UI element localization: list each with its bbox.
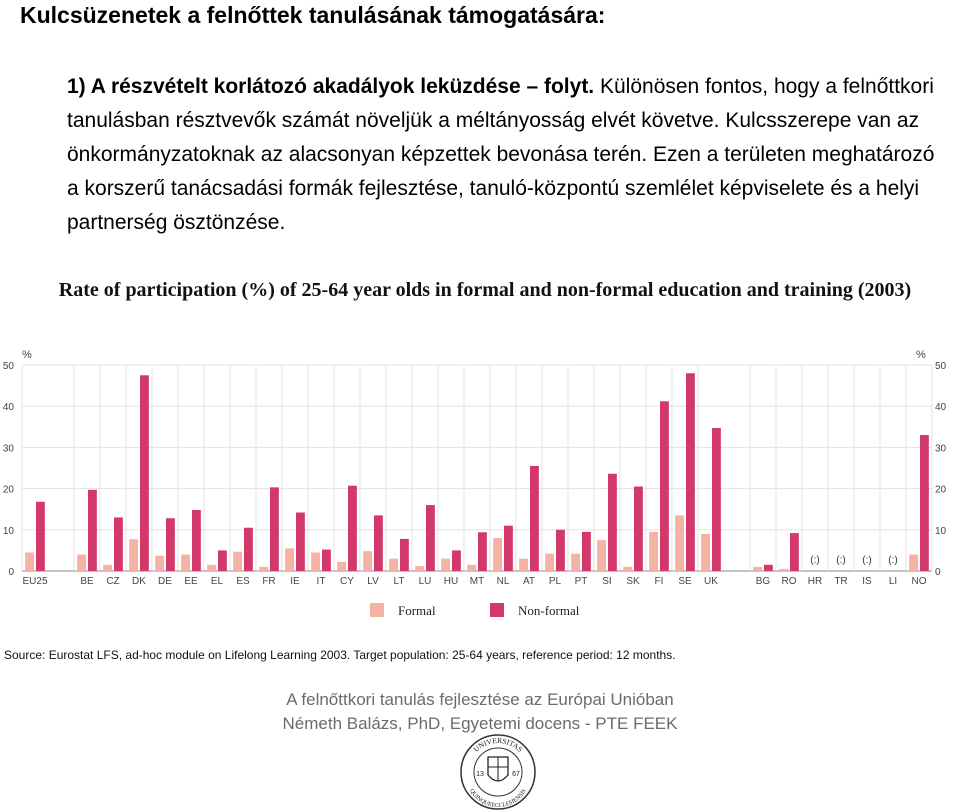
seal-text-bottom: QUINQUEECCLESIENSIS	[468, 788, 528, 810]
bar-non-formal	[140, 375, 149, 571]
y-tick-label-right: 20	[935, 484, 947, 496]
bar-non-formal	[452, 550, 461, 571]
bar-non-formal	[712, 428, 721, 571]
bar-non-formal	[114, 517, 123, 571]
bar-formal	[311, 552, 320, 571]
x-tick-label: ES	[236, 576, 250, 587]
x-tick-label: PT	[574, 576, 588, 587]
x-tick-label: HU	[443, 576, 459, 587]
x-tick-label: LV	[367, 576, 379, 587]
chart-title: Rate of participation (%) of 25-64 year olds in formal and non-formal education and training (2003)	[58, 279, 912, 301]
bar-formal	[909, 555, 918, 571]
key-message-text: Különösen fontos, hogy a felnőttkori tanulásban résztvevők számát növeljük a méltányosság elvét követve. Kulcsszerepe van az önkormányzatoknak az alacsonyan képzettek bevonása terén. Ezen a területen meghatározó a korszerű tanácsadási formák fejlesztése, tanuló-központú szemlélet képviselete és a helyi partnerség ösztönzése.	[67, 75, 935, 234]
y-tick-label-left: 0	[8, 567, 14, 578]
bar-formal	[623, 567, 632, 571]
bar-formal	[77, 555, 86, 571]
bar-non-formal	[504, 526, 513, 571]
bar-formal	[233, 552, 242, 571]
key-message-title: 1) A részvételt korlátozó akadályok leküzdése – folyt.	[67, 75, 595, 98]
x-tick-label: RO	[781, 576, 797, 587]
svg-text:UNIVERSITAS	[472, 736, 525, 754]
x-tick-label: MT	[469, 576, 485, 587]
svg-text:QUINQUEECCLESIENSIS	[468, 788, 528, 809]
bar-non-formal	[270, 487, 279, 571]
bar-non-formal	[244, 528, 253, 571]
x-tick-label: DE	[158, 576, 172, 587]
x-tick-label: CY	[340, 576, 354, 587]
bar-non-formal	[348, 486, 357, 571]
legend-label-formal: Formal	[398, 603, 436, 618]
bar-formal	[571, 554, 580, 571]
bar-non-formal	[530, 466, 539, 571]
source-note: Source: Eurostat LFS, ad-hoc module on Lifelong Learning 2003. Target population: 25-64 years, reference period: 12 months.	[4, 648, 676, 662]
y-axis-unit-right: %	[916, 349, 926, 361]
x-tick-label: IS	[862, 576, 872, 587]
bar-formal	[259, 567, 268, 571]
x-tick-label: LI	[888, 576, 898, 587]
bar-formal	[415, 566, 424, 571]
bar-formal	[155, 556, 164, 571]
x-tick-label: UK	[704, 576, 718, 587]
x-tick-label: CZ	[106, 576, 120, 587]
x-tick-label: NO	[911, 576, 927, 587]
footer-title: A felnőttkori tanulás fejlesztése az Európai Unióban	[286, 690, 674, 709]
bar-non-formal	[478, 532, 487, 571]
x-tick-label: HR	[807, 576, 823, 587]
bar-non-formal	[582, 532, 591, 571]
x-tick-label: SK	[626, 576, 640, 587]
y-tick-label-right: 30	[935, 443, 947, 455]
y-axis-unit-left: %	[22, 349, 32, 361]
missing-value-label: (:)	[862, 555, 872, 566]
bar-non-formal	[608, 474, 617, 571]
legend-swatch-formal	[370, 603, 384, 617]
seal-year-right: 67	[512, 771, 520, 778]
bar-formal	[363, 551, 372, 571]
bar-non-formal	[166, 518, 175, 571]
participation-bar-chart	[0, 340, 960, 640]
y-tick-label-right: 40	[935, 402, 947, 414]
bar-non-formal	[322, 550, 331, 571]
bar-non-formal	[556, 530, 565, 571]
bar-non-formal	[88, 490, 97, 571]
bar-formal	[701, 534, 710, 571]
bar-non-formal	[634, 487, 643, 571]
bar-non-formal	[374, 515, 383, 571]
missing-value-label: (:)	[836, 555, 846, 566]
bar-formal	[519, 559, 528, 571]
seal-text-top: UNIVERSITAS	[471, 735, 525, 754]
bar-formal	[545, 554, 554, 571]
legend-label-non-formal: Non-formal	[518, 603, 580, 618]
seal-year-left: 13	[476, 771, 484, 778]
bar-non-formal	[36, 502, 45, 571]
bar-non-formal	[660, 401, 669, 571]
bar-non-formal	[192, 510, 201, 571]
bar-formal	[597, 540, 606, 571]
x-tick-label: EL	[210, 576, 224, 587]
bar-formal	[753, 567, 762, 571]
bar-non-formal	[400, 539, 409, 571]
x-tick-label: FR	[262, 576, 276, 587]
x-tick-label: EU25	[22, 576, 48, 587]
bar-non-formal	[296, 512, 305, 571]
x-tick-label: TR	[834, 576, 848, 587]
bar-formal	[103, 565, 112, 571]
bar-formal	[207, 565, 216, 571]
bar-formal	[441, 559, 450, 571]
x-tick-label: DK	[132, 576, 146, 587]
footer-author: Németh Balázs, PhD, Egyetemi docens - PTE FEEK	[282, 714, 678, 733]
x-tick-label: LT	[393, 576, 405, 587]
bar-formal	[467, 565, 476, 571]
legend-swatch-non-formal	[490, 603, 504, 617]
x-tick-label: SI	[602, 576, 612, 587]
y-tick-label-right: 10	[935, 525, 947, 537]
bar-non-formal	[686, 373, 695, 571]
key-message-paragraph	[67, 70, 947, 240]
x-tick-label: NL	[496, 576, 510, 587]
bar-formal	[675, 515, 684, 571]
bar-non-formal	[218, 550, 227, 571]
bar-formal	[493, 538, 502, 571]
bar-formal	[649, 532, 658, 571]
x-tick-label: PL	[548, 576, 562, 587]
slide-heading: Kulcsüzenetek a felnőttek tanulásának támogatására:	[20, 2, 606, 28]
bar-non-formal	[790, 533, 799, 571]
bar-non-formal	[920, 435, 929, 571]
x-tick-label: BG	[755, 576, 771, 587]
bar-formal	[337, 562, 346, 571]
bar-formal	[389, 559, 398, 571]
y-tick-label-right: 0	[935, 567, 941, 578]
university-seal-logo	[458, 733, 538, 811]
missing-value-label: (:)	[810, 555, 820, 566]
bar-formal	[25, 552, 34, 571]
y-tick-label-left: 50	[2, 361, 14, 372]
bar-non-formal	[764, 565, 773, 571]
y-tick-label-left: 20	[2, 484, 14, 496]
bar-non-formal	[426, 505, 435, 571]
x-tick-label: BE	[80, 576, 94, 587]
bar-formal	[181, 555, 190, 571]
x-tick-label: AT	[522, 576, 536, 587]
missing-value-label: (:)	[888, 555, 898, 566]
y-tick-label-left: 30	[2, 443, 14, 455]
x-tick-label: FI	[654, 576, 664, 587]
y-tick-label-left: 10	[2, 525, 14, 537]
x-tick-label: IE	[290, 576, 300, 587]
y-tick-label-right: 50	[935, 361, 947, 372]
x-tick-label: LU	[418, 576, 432, 587]
y-tick-label-left: 40	[2, 402, 14, 414]
x-tick-label: SE	[678, 576, 692, 587]
x-tick-label: EE	[184, 576, 198, 587]
bar-formal	[285, 548, 294, 571]
bar-formal	[779, 569, 788, 571]
x-tick-label: IT	[316, 576, 326, 587]
bar-formal	[129, 539, 138, 571]
